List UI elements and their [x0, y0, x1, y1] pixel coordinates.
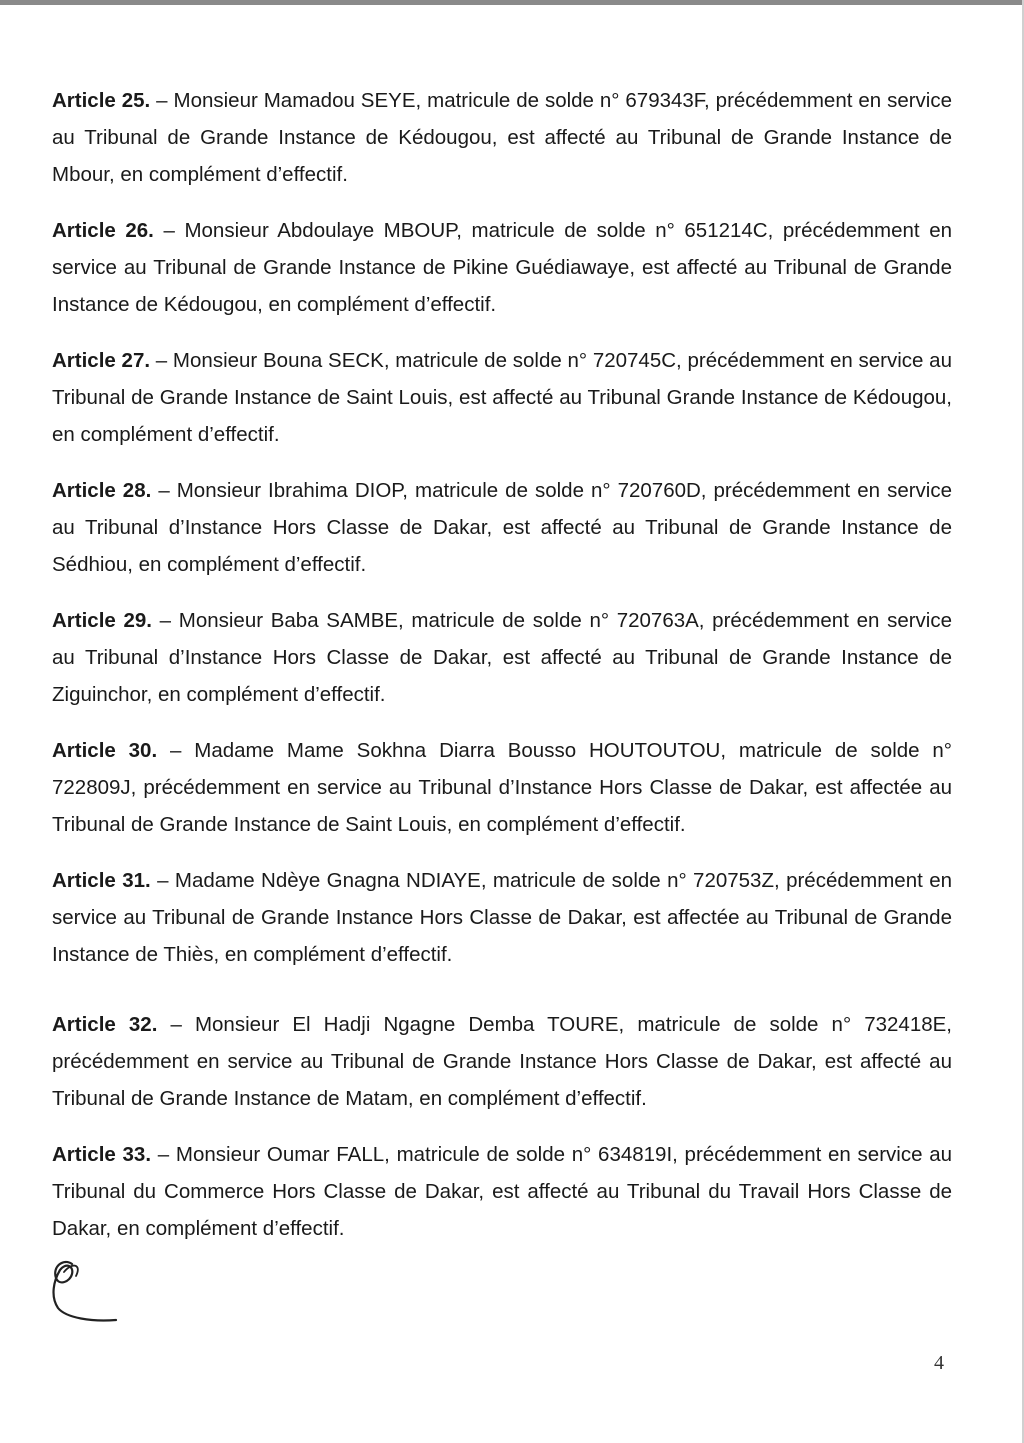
document-body	[52, 82, 952, 1266]
article-text: – Madame Mame Sokhna Diarra Bousso HOUTOUTOU, matricule de solde n° 722809J, précédemment en service au Tribunal d’Instance Hors Classe de Dakar, est affectée au Tribunal de Grande Instance de Saint Louis, en complément d’effectif.	[52, 739, 952, 836]
article-text: – Monsieur Mamadou SEYE, matricule de solde n° 679343F, précédemment en service au Tribunal de Grande Instance de Kédougou, est affecté au Tribunal de Grande Instance de Mbour, en complément d’effectif.	[52, 89, 953, 186]
article-text: – Monsieur El Hadji Ngagne Demba TOURE, matricule de solde n° 732418E, précédemment en service au Tribunal de Grande Instance Hors Classe de Dakar, est affecté au Tribunal de Grande Instance de Matam, en complément d’effectif.	[52, 1013, 952, 1110]
article-text: – Madame Ndèye Gnagna NDIAYE, matricule de solde n° 720753Z, précédemment en service au Tribunal de Grande Instance Hors Classe de Dakar, est affectée au Tribunal de Grande Instance de Thiès, en complément d’effectif.	[52, 869, 952, 966]
article-text: – Monsieur Baba SAMBE, matricule de solde n° 720763A, précédemment en service au Tribunal d’Instance Hors Classe de Dakar, est affecté au Tribunal de Grande Instance de Ziguinchor, en complément d’effectif.	[52, 609, 952, 706]
article-32	[52, 1006, 952, 1117]
article-label: Article 29.	[52, 609, 152, 632]
article-text: – Monsieur Abdoulaye MBOUP, matricule de solde n° 651214C, précédemment en service au Tribunal de Grande Instance de Pikine Guédiawaye, est affecté au Tribunal de Grande Instance de Kédougou, en complément d’effectif.	[52, 219, 953, 316]
page-number: 4	[934, 1352, 944, 1374]
article-label: Article 33.	[52, 1143, 152, 1166]
article-text: – Monsieur Oumar FALL, matricule de solde n° 634819I, précédemment en service au Tribunal du Commerce Hors Classe de Dakar, est affecté au Tribunal du Travail Hors Classe de Dakar, en complément d’effectif.	[52, 1143, 953, 1240]
article-30	[52, 732, 952, 843]
article-28	[52, 472, 952, 583]
article-27	[52, 342, 952, 453]
article-label: Article 30.	[52, 739, 158, 762]
article-label: Article 31.	[52, 869, 151, 892]
article-33	[52, 1136, 952, 1247]
article-label: Article 26.	[52, 219, 154, 242]
article-25	[52, 82, 952, 193]
article-label: Article 25.	[52, 89, 151, 112]
article-label: Article 27.	[52, 349, 151, 372]
article-31	[52, 862, 952, 973]
article-label: Article 28.	[52, 479, 152, 502]
article-29	[52, 602, 952, 713]
article-text: – Monsieur Ibrahima DIOP, matricule de solde n° 720760D, précédemment en service au Tribunal d’Instance Hors Classe de Dakar, est affecté au Tribunal de Grande Instance de Sédhiou, en complément d’effectif.	[52, 479, 952, 576]
article-text: – Monsieur Bouna SECK, matricule de solde n° 720745C, précédemment en service au Tribunal de Grande Instance de Saint Louis, est affecté au Tribunal Grande Instance de Kédougou, en complément d’effectif.	[52, 349, 952, 446]
signature-initials	[42, 1252, 132, 1332]
article-26	[52, 212, 952, 323]
scan-top-edge	[0, 0, 1024, 5]
article-label: Article 32.	[52, 1013, 158, 1036]
